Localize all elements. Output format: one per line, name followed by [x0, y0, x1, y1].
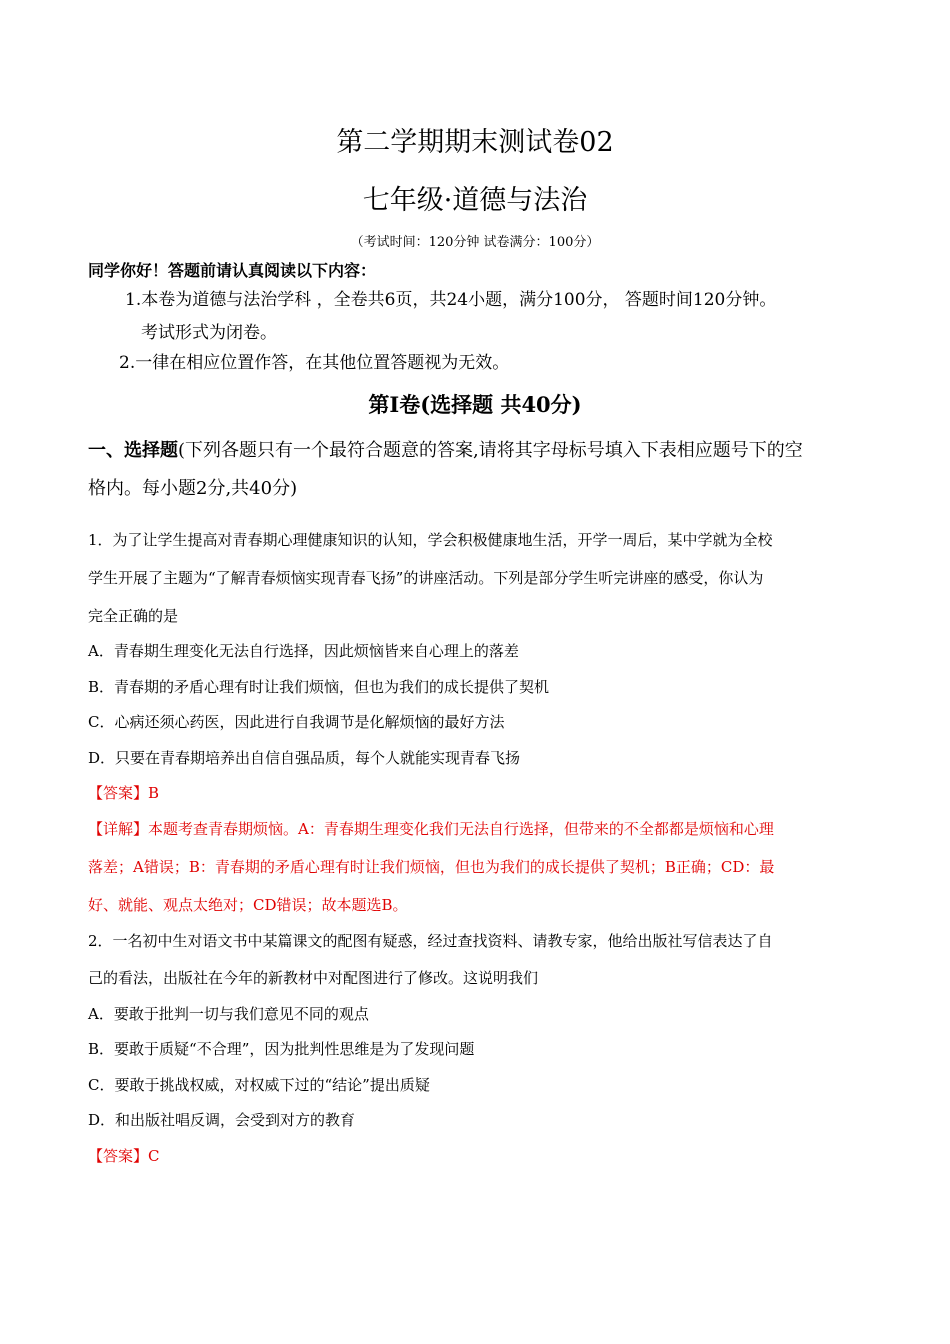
instruction-item-2: 2.一律在相应位置作答，在其他位置答题视为无效。: [119, 353, 510, 373]
question-1-stem-line: 完全正确的是: [88, 607, 179, 625]
exam-title: 第二学期期末测试卷02: [336, 127, 614, 158]
question-2-option-c: C．要敢于挑战权威，对权威下过的“结论”提出质疑: [88, 1076, 430, 1094]
part-heading: 一、选择题: [88, 440, 178, 461]
part-description-cont: 格内。每小题2分,共40分): [88, 478, 298, 499]
question-1-option-b: B．青春期的矛盾心理有时让我们烦恼，但也为我们的成长提供了契机: [88, 678, 550, 696]
exam-meta: （考试时间：120分钟 试卷满分：100分）: [350, 235, 600, 250]
question-1-explanation-line: 【详解】本题考查青春期烦恼。A：青春期生理变化我们无法自行选择，但带来的不全都都是烦恼和心理: [88, 820, 774, 838]
question-2-option-d: D．和出版社唱反调，会受到对方的教育: [88, 1111, 356, 1129]
question-1-stem-line: 1．为了让学生提高对青春期心理健康知识的认知，学会积极健康地生活，开学一周后，某中学就为全校: [88, 531, 773, 549]
exam-subtitle: 七年级·道德与法治: [362, 185, 588, 216]
instructions-greeting: 同学你好！答题前请认真阅读以下内容：: [88, 261, 377, 280]
section-title: 第Ⅰ卷(选择题 共40分): [368, 392, 582, 417]
question-1-option-a: A．青春期生理变化无法自行选择，因此烦恼皆来自心理上的落差: [88, 642, 519, 660]
part-heading-line1: [88, 436, 803, 462]
question-1-stem-line: 学生开展了主题为“了解青春烦恼实现青春飞扬”的讲座活动。下列是部分学生听完讲座的感受，你认为: [88, 569, 764, 587]
instruction-item-1: 1.本卷为道德与法治学科 ，全卷共6页，共24小题，满分100分， 答题时间120分钟。: [125, 290, 777, 310]
question-1-answer: 【答案】B: [88, 784, 160, 802]
question-1-option-c: C．心病还须心药医，因此进行自我调节是化解烦恼的最好方法: [88, 713, 505, 731]
question-1-explanation-line: 好、就能、观点太绝对；CD错误；故本题选B。: [88, 896, 408, 914]
question-2-option-a: A．要敢于批判一切与我们意见不同的观点: [88, 1005, 369, 1023]
question-1-explanation-line: 落差；A错误；B：青春期的矛盾心理有时让我们烦恼，但也为我们的成长提供了契机；B正确；CD：最: [88, 858, 775, 876]
question-1-option-d: D．只要在青春期培养出自信自强品质，每个人就能实现青春飞扬: [88, 749, 521, 767]
question-2-stem-line: 2．一名初中生对语文书中某篇课文的配图有疑惑，经过查找资料、请教专家，他给出版社写信表达了自: [88, 932, 773, 950]
question-2-answer: 【答案】C: [88, 1147, 160, 1165]
instruction-item-1-cont: 考试形式为闭卷。: [141, 323, 277, 343]
question-2-option-b: B．要敢于质疑“不合理”，因为批判性思维是为了发现问题: [88, 1040, 475, 1058]
part-description: (下列各题只有一个最符合题意的答案,请将其字母标号填入下表相应题号下的空: [178, 440, 803, 461]
question-2-stem-line: 己的看法，出版社在今年的新教材中对配图进行了修改。这说明我们: [88, 969, 539, 987]
